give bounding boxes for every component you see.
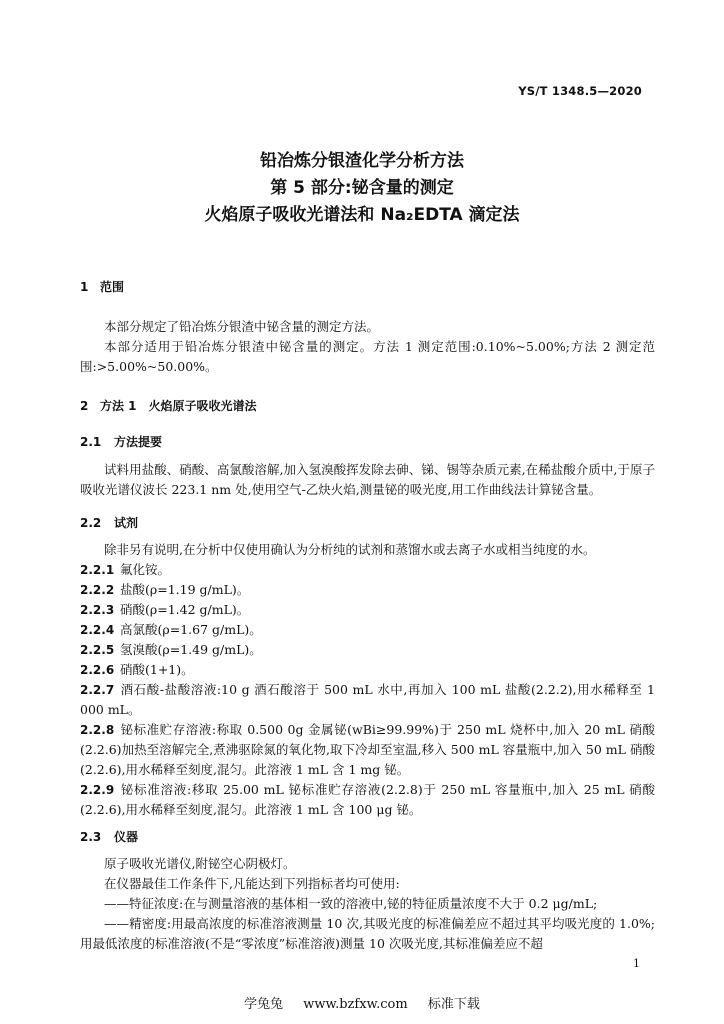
section-number: 2	[80, 399, 89, 413]
reagents-intro: 除非另有说明,在分析中仅使用确认为分析纯的试剂和蒸馏水或去离子水或相当纯度的水。	[104, 542, 596, 557]
footer-slogan: 标准下载	[427, 997, 480, 1012]
reagent-item	[80, 780, 655, 820]
section-1-paragraph-1: 本部分规定了铅冶炼分银渣中铋含量的测定方法。	[104, 319, 380, 334]
item-text: 酒石酸-盐酸溶液:10 g 酒石酸溶于 500 mL 水中,再加入 100 mL 盐酸(2.2.2),用水稀释至 1 000 mL。	[80, 682, 655, 717]
item-number: 2.2.4	[80, 623, 115, 637]
reagent-item	[80, 620, 655, 640]
footer-url[interactable]: www.bzfxw.com	[303, 997, 408, 1012]
subsection-2-2-heading	[80, 514, 138, 531]
section-title: 方法 1 火焰原子吸收光谱法	[100, 399, 257, 413]
instrument-requirement-2: ——精密度:用最高浓度的标准溶液测量 10 次,其吸光度的标准偏差应不超过其平均吸光度的 1.0%;用最低浓度的标准溶液(不是“零浓度”标准溶液)测量 10 次吸光度,其标准偏差应不超	[80, 916, 655, 951]
section-number: 1	[80, 280, 89, 294]
subsection-title: 仪器	[114, 830, 139, 844]
item-text: 高氯酸(ρ=1.67 g/mL)。	[120, 622, 262, 637]
reagent-item	[80, 640, 655, 660]
title-line-2: 第 5 部分:铋含量的测定	[270, 178, 454, 198]
instrument-paragraph-1: 原子吸收光谱仪,附铋空心阴极灯。	[104, 856, 296, 871]
item-number: 2.2.5	[80, 643, 115, 657]
item-number: 2.2.3	[80, 603, 115, 617]
reagent-item	[80, 720, 655, 780]
item-text: 硝酸(1+1)。	[120, 662, 194, 677]
subsection-title: 方法提要	[114, 435, 163, 449]
subsection-2-3-heading	[80, 828, 138, 845]
item-text: 铋标准贮存溶液:称取 0.500 0g 金属铋(wBi≥99.99%)于 250 mL 烧杯中,加入 20 mL 硝酸(2.2.6)加热至溶解完全,煮沸驱除氮的氧化物,取下冷却至室温,移入 500 mL 容量瓶中,加入 50 mL 硝酸(2.2.6),用水稀释至刻度,混匀。此溶液 1 mL 含 1 mg 铋。	[80, 722, 655, 777]
subsection-number: 2.3	[80, 830, 102, 844]
section-1-heading	[80, 278, 124, 295]
instrument-requirement-1: ——特征浓度:在与测量溶液的基体相一致的溶液中,铋的特征质量浓度不大于 0.2 μg/mL;	[104, 896, 598, 911]
item-text: 氟化铵。	[120, 562, 171, 577]
subsection-2-1-heading	[80, 433, 162, 450]
item-number: 2.2.9	[80, 783, 115, 797]
section-1-paragraph-2: 本部分适用于铅冶炼分银渣中铋含量的测定。方法 1 测定范围:0.10%~5.00%;方法 2 测定范围:>5.00%~50.00%。	[80, 339, 655, 374]
footer-watermark	[0, 993, 724, 1012]
section-title: 范围	[100, 280, 125, 294]
item-number: 2.2.2	[80, 583, 115, 597]
page-number: 1	[633, 957, 640, 970]
item-text: 盐酸(ρ=1.19 g/mL)。	[120, 582, 250, 597]
reagent-item	[80, 600, 655, 620]
title-line-3: 火焰原子吸收光谱法和 Na₂EDTA 滴定法	[204, 205, 520, 225]
section-2-heading	[80, 397, 257, 414]
standard-id: YS/T 1348.5—2020	[518, 84, 642, 98]
title-line-1: 铅冶炼分银渣化学分析方法	[260, 151, 464, 171]
reagent-item	[80, 680, 655, 720]
subsection-2-1-paragraph: 试料用盐酸、硝酸、高氯酸溶解,加入氢溴酸挥发除去砷、锑、锡等杂质元素,在稀盐酸介质中,于原子吸收光谱仪波长 223.1 nm 处,使用空气-乙炔火焰,测量铋的吸光度,用工作曲线法计算铋含量。	[80, 462, 655, 497]
item-text: 铋标准溶液:移取 25.00 mL 铋标准贮存溶液(2.2.8)于 250 mL 容量瓶中,加入 25 mL 硝酸(2.2.6),用水稀释至刻度,混匀。此溶液 1 mL 含 100 μg 铋。	[80, 782, 655, 817]
subsection-number: 2.1	[80, 435, 102, 449]
reagent-item	[80, 660, 655, 680]
item-number: 2.2.6	[80, 663, 115, 677]
item-text: 硝酸(ρ=1.42 g/mL)。	[120, 602, 250, 617]
footer-site-name: 学兔兔	[244, 997, 284, 1012]
item-number: 2.2.8	[80, 723, 115, 737]
item-text: 氢溴酸(ρ=1.49 g/mL)。	[120, 642, 262, 657]
item-number: 2.2.7	[80, 683, 115, 697]
instrument-paragraph-2: 在仪器最佳工作条件下,凡能达到下列指标者均可使用:	[104, 876, 400, 891]
subsection-number: 2.2	[80, 516, 102, 530]
item-number: 2.2.1	[80, 563, 115, 577]
subsection-title: 试剂	[114, 516, 139, 530]
reagent-item	[80, 560, 655, 580]
reagent-item	[80, 580, 655, 600]
